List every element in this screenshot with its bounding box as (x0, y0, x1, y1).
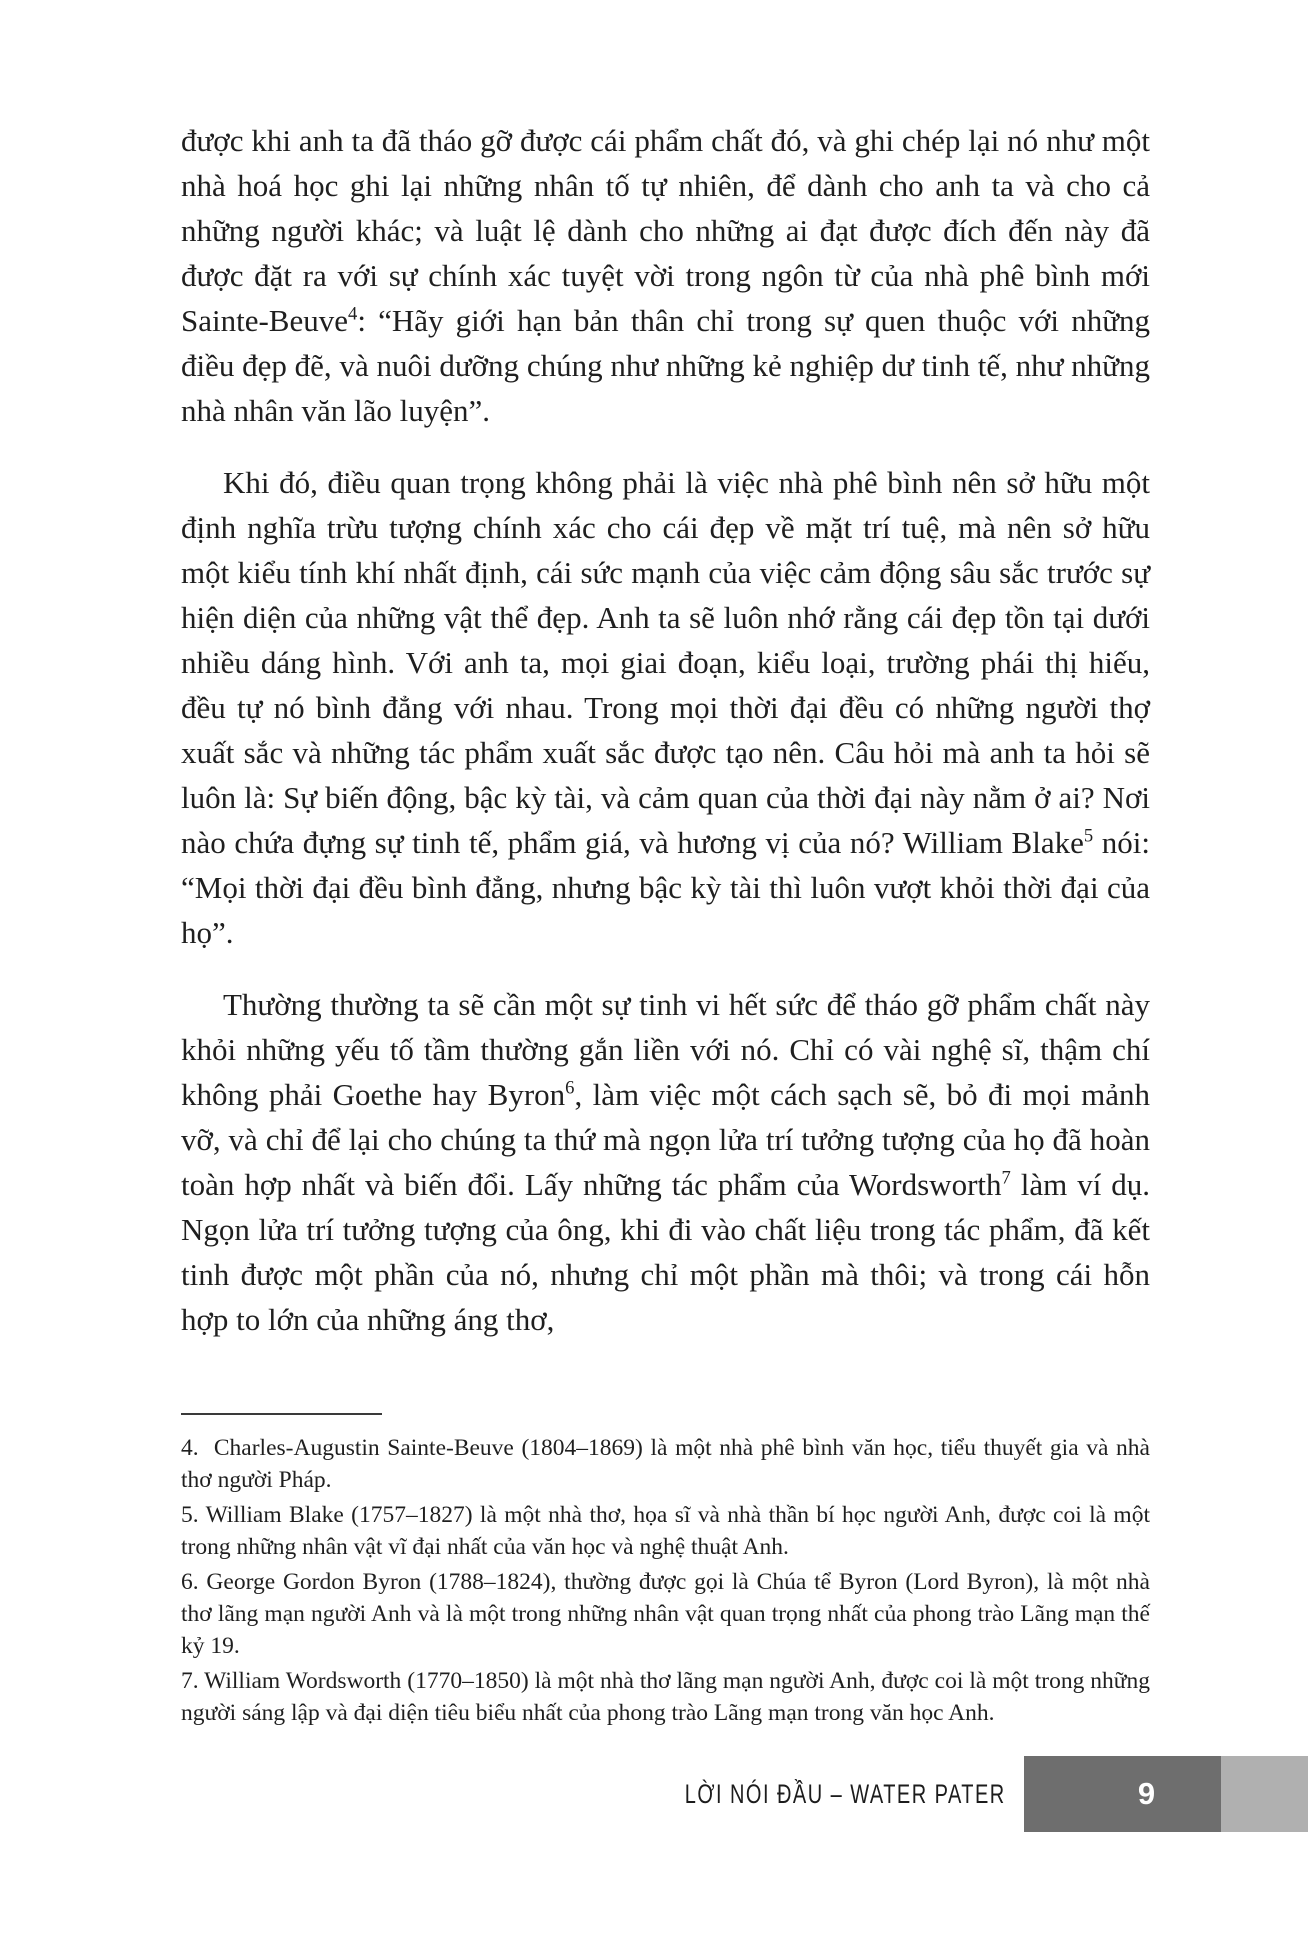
paragraph: Khi đó, điều quan trọng không phải là việc nhà phê bình nên sở hữu một định nghĩa trừu tượng chính xác cho cái đẹp về mặt trí tuệ, mà nên sở hữu một kiểu tính khí nhất định, cái sức mạnh của việc cảm động sâu sắc trước sự hiện diện của những vật thể đẹp. Anh ta sẽ luôn nhớ rằng cái đẹp tồn tại dưới nhiều dáng hình. Với anh ta, mọi giai đoạn, kiểu loại, trường phái thị hiếu, đều tự nó bình đẳng với nhau. Trong mọi thời đại đều có những người thợ xuất sắc và những tác phẩm xuất sắc được tạo nên. Câu hỏi mà anh ta hỏi sẽ luôn là: Sự biến động, bậc kỳ tài, và cảm quan của thời đại này nằm ở ai? Nơi nào chứa đựng sự tinh tế, phẩm giá, và hương vị của nó? William Blake$^5$ nói: “Mọi thời đại đều bình đẳng, nhưng bậc kỳ tài thì luôn vượt khỏi thời đại của họ”. (181, 465, 1150, 950)
footnote-separator (181, 1413, 382, 1415)
running-title-text: LỜI NÓI ĐẦU – WATER PATER (685, 1779, 1006, 1809)
footnote-ref: 6 (565, 1077, 575, 1099)
paragraph: Thường thường ta sẽ cần một sự tinh vi hết sức để tháo gỡ phẩm chất này khỏi những yếu tố tầm thường gắn liền với nó. Chỉ có vài nghệ sĩ, thậm chí không phải Goethe hay Byron$^6$, làm việc một cách sạch sẽ, bỏ đi mọi mảnh vỡ, và chỉ để lại cho chúng ta thứ mà ngọn lửa trí tưởng tượng của họ đã hoàn toàn hợp nhất và biến đổi. Lấy những tác phẩm của Wordsworth$^7$ làm ví dụ. Ngọn lửa trí tưởng tượng của ông, khi đi vào chất liệu trong tác phẩm, đã kết tinh được một phần của nó, nhưng chỉ một phần mà thôi; và trong cái hỗn hợp to lớn của những áng thơ, (181, 987, 1151, 1337)
body-text-block (181, 118, 1150, 1342)
footnote: 4. Charles-Augustin Sainte-Beuve (1804–1869) là một nhà phê bình văn học, tiểu thuyết gia và nhà thơ người Pháp. (181, 1435, 1150, 1493)
running-title (0, 1756, 1006, 1832)
page-edge-tab (1221, 1756, 1308, 1832)
footnotes-block (181, 1432, 1150, 1732)
page-number: 9 (1137, 1776, 1156, 1811)
paragraph: được khi anh ta đã tháo gỡ được cái phẩm chất đó, và ghi chép lại nó như một nhà hoá học ghi lại những nhân tố tự nhiên, để dành cho anh ta và cho cả những người khác; và luật lệ dành cho những ai đạt được đích đến này đã được đặt ra với sự chính xác tuyệt vời trong ngôn từ của nhà phê bình mới Sainte-Beuve$^4$: “Hãy giới hạn bản thân chỉ trong sự quen thuộc với những điều đẹp đẽ, và nuôi dưỡng chúng như những kẻ nghiệp dư tinh tế, như những nhà nhân văn lão luyện”. (181, 123, 1150, 428)
footnote: 6. George Gordon Byron (1788–1824), thường được gọi là Chúa tể Byron (Lord Byron), là một nhà thơ lãng mạn người Anh và là một trong những nhân vật quan trọng nhất của phong trào Lãng mạn thế kỷ 19. (181, 1569, 1150, 1659)
page-number-block (1024, 1756, 1221, 1832)
footnote-ref: 5 (1083, 825, 1094, 847)
footnote: 5. William Blake (1757–1827) là một nhà thơ, họa sĩ và nhà thần bí học người Anh, được coi là một trong những nhân vật vĩ đại nhất của văn học và nghệ thuật Anh. (181, 1502, 1150, 1560)
footnote-ref: 4 (348, 303, 358, 325)
footnote: 7. William Wordsworth (1770–1850) là một nhà thơ lãng mạn người Anh, được coi là một trong những người sáng lập và đại diện tiêu biểu nhất của phong trào Lãng mạn trong văn học Anh. (181, 1668, 1150, 1726)
footnote-ref: 7 (1001, 1167, 1011, 1189)
